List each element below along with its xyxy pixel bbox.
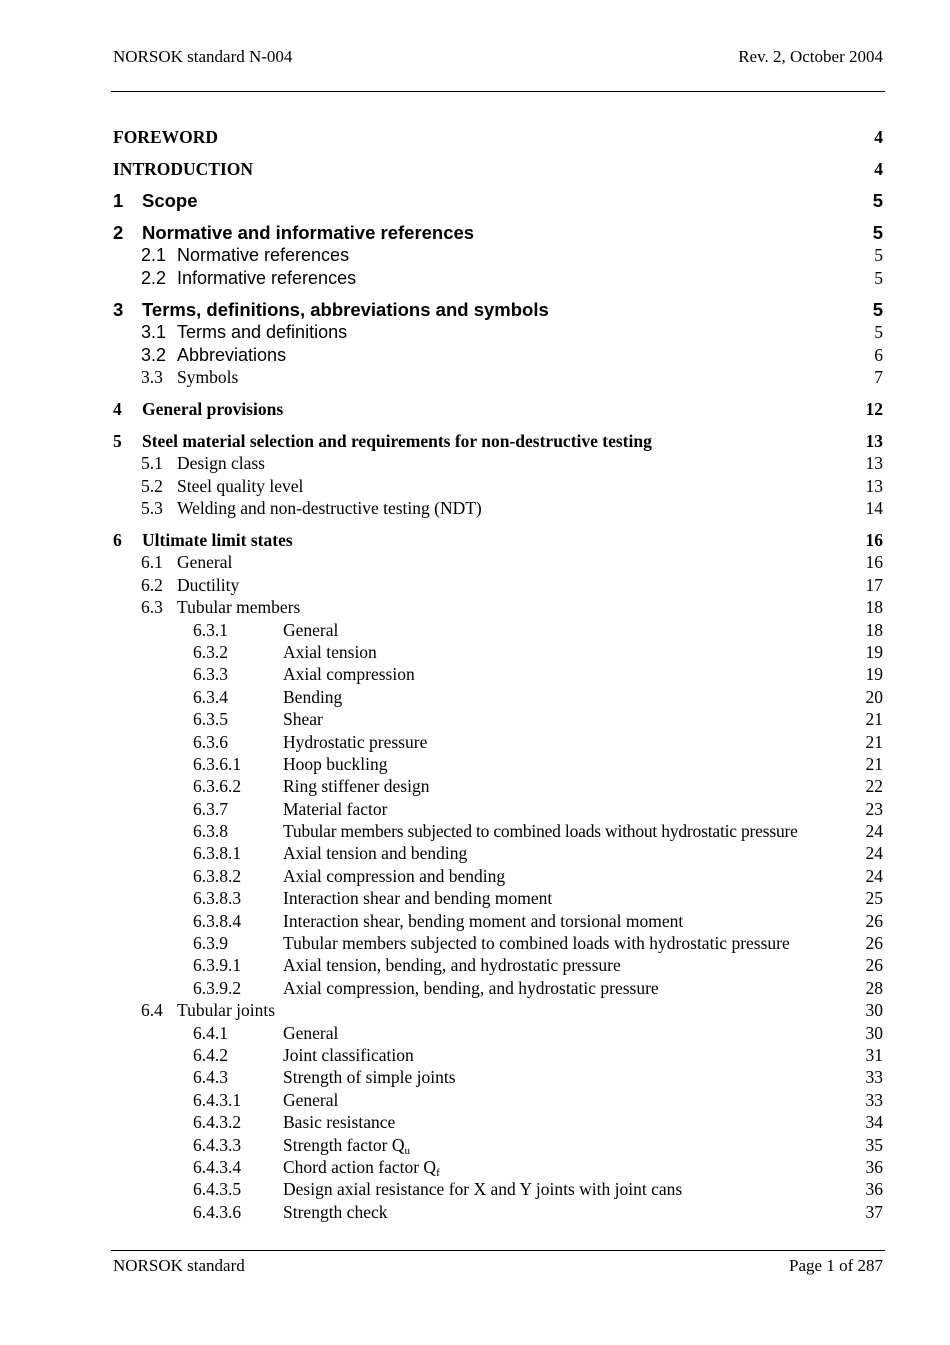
page-footer — [113, 1256, 883, 1278]
toc-entry-6-4-3-3[interactable]: 6.4.3.3 Strength factor $Q_u$ 35 — [193, 1134, 883, 1157]
toc-entry-6-3-3[interactable]: 6.3.3 Axial compression 19 — [193, 664, 883, 685]
toc-entry-6[interactable]: 6 Ultimate limit states 16 — [113, 530, 883, 551]
toc-entry-6-1[interactable]: 6.1 General 16 — [141, 552, 883, 573]
toc-entry-6-3-1[interactable]: 6.3.1 General 18 — [193, 619, 883, 640]
toc-entry-foreword[interactable]: FOREWORD 4 — [113, 127, 883, 147]
footer-standard-name: NORSOK standard — [113, 1256, 245, 1275]
toc-entry-6-4[interactable]: 6.4 Tubular joints 30 — [141, 1000, 883, 1021]
header-document-id: NORSOK standard N-004 — [113, 47, 293, 66]
toc-entry-4[interactable]: 4 General provisions 12 — [113, 398, 883, 419]
toc-entry-6-3[interactable]: 6.3 Tubular members 18 — [141, 597, 883, 618]
table-of-contents — [113, 126, 883, 1223]
toc-entry-6-3-2[interactable]: 6.3.2 Axial tension 19 — [193, 641, 883, 662]
toc-entry-6-3-7[interactable]: 6.3.7 Material factor 23 — [193, 798, 883, 819]
toc-entry-6-3-8-3[interactable]: 6.3.8.3 Interaction shear and bending moment 25 — [193, 888, 883, 909]
toc-entry-3[interactable]: 3 Terms, definitions, abbreviations and symbols 5 — [113, 298, 883, 320]
toc-entry-3-1[interactable]: 3.1 Terms and definitions 5 — [141, 322, 883, 343]
toc-entry-6-3-6-1[interactable]: 6.3.6.1 Hoop buckling 21 — [193, 753, 883, 774]
toc-entry-6-3-9-2[interactable]: 6.3.9.2 Axial compression, bending, and hydrostatic pressure 28 — [193, 977, 883, 998]
toc-entry-6-4-3-4[interactable]: 6.4.3.4 Chord action factor $Q_f$ 36 — [193, 1156, 883, 1179]
toc-entry-6-4-3-1[interactable]: 6.4.3.1 General 33 — [193, 1089, 883, 1110]
footer-rule — [111, 1250, 885, 1251]
toc-entry-6-3-6-2[interactable]: 6.3.6.2 Ring stiffener design 22 — [193, 776, 883, 797]
toc-entry-6-3-9-1[interactable]: 6.3.9.1 Axial tension, bending, and hydrostatic pressure 26 — [193, 955, 883, 976]
toc-entry-5-3[interactable]: 5.3 Welding and non-destructive testing (NDT) 14 — [141, 498, 883, 519]
toc-entry-introduction[interactable]: INTRODUCTION 4 — [113, 158, 883, 179]
toc-entry-6-4-3-5[interactable]: 6.4.3.5 Design axial resistance for X and Y joints with joint cans 36 — [193, 1179, 883, 1200]
toc-entry-6-3-8-2[interactable]: 6.3.8.2 Axial compression and bending 24 — [193, 865, 883, 886]
toc-entry-6-4-2[interactable]: 6.4.2 Joint classification 31 — [193, 1045, 883, 1065]
toc-entry-6-2[interactable]: 6.2 Ductility 17 — [141, 574, 883, 595]
toc-entry-6-3-8-1[interactable]: 6.3.8.1 Axial tension and bending 24 — [193, 843, 883, 864]
toc-entry-6-4-1[interactable]: 6.4.1 General 30 — [193, 1022, 883, 1043]
toc-entry-2-1[interactable]: 2.1 Normative references 5 — [141, 245, 883, 266]
toc-entry-6-4-3[interactable]: 6.4.3 Strength of simple joints 33 — [193, 1067, 883, 1088]
toc-entry-6-3-4[interactable]: 6.3.4 Bending 20 — [193, 686, 883, 707]
toc-entry-2[interactable]: 2 Normative and informative references 5 — [113, 221, 883, 243]
toc-entry-3-2[interactable]: 3.2 Abbreviations 6 — [141, 344, 883, 365]
toc-entry-5-2[interactable]: 5.2 Steel quality level 13 — [141, 475, 883, 496]
header-revision: Rev. 2, October 2004 — [738, 47, 883, 66]
toc-entry-5[interactable]: 5 Steel material selection and requirements for non-destructive testing 13 — [113, 430, 883, 451]
toc-entry-5-1[interactable]: 5.1 Design class 13 — [141, 453, 883, 474]
toc-entry-6-3-9[interactable]: 6.3.9 Tubular members subjected to combined loads with hydrostatic pressure 26 — [193, 933, 883, 954]
toc-entry-3-3[interactable]: 3.3 Symbols 7 — [141, 366, 883, 387]
page-header — [113, 47, 883, 69]
toc-entry-6-4-3-2[interactable]: 6.4.3.2 Basic resistance 34 — [193, 1112, 883, 1133]
header-rule — [111, 91, 885, 92]
toc-entry-6-4-3-6[interactable]: 6.4.3.6 Strength check 37 — [193, 1201, 883, 1222]
toc-entry-1[interactable]: 1 Scope 5 — [113, 189, 883, 211]
toc-entry-6-3-8[interactable]: 6.3.8 Tubular members subjected to combined loads without hydrostatic pressure 24 — [193, 821, 883, 842]
toc-entry-6-3-5[interactable]: 6.3.5 Shear 21 — [193, 709, 883, 730]
toc-entry-2-2[interactable]: 2.2 Informative references 5 — [141, 267, 883, 288]
toc-entry-6-3-8-4[interactable]: 6.3.8.4 Interaction shear, bending moment and torsional moment 26 — [193, 910, 883, 931]
toc-entry-6-3-6[interactable]: 6.3.6 Hydrostatic pressure 21 — [193, 731, 883, 752]
page-number: Page 1 of 287 — [789, 1256, 883, 1275]
